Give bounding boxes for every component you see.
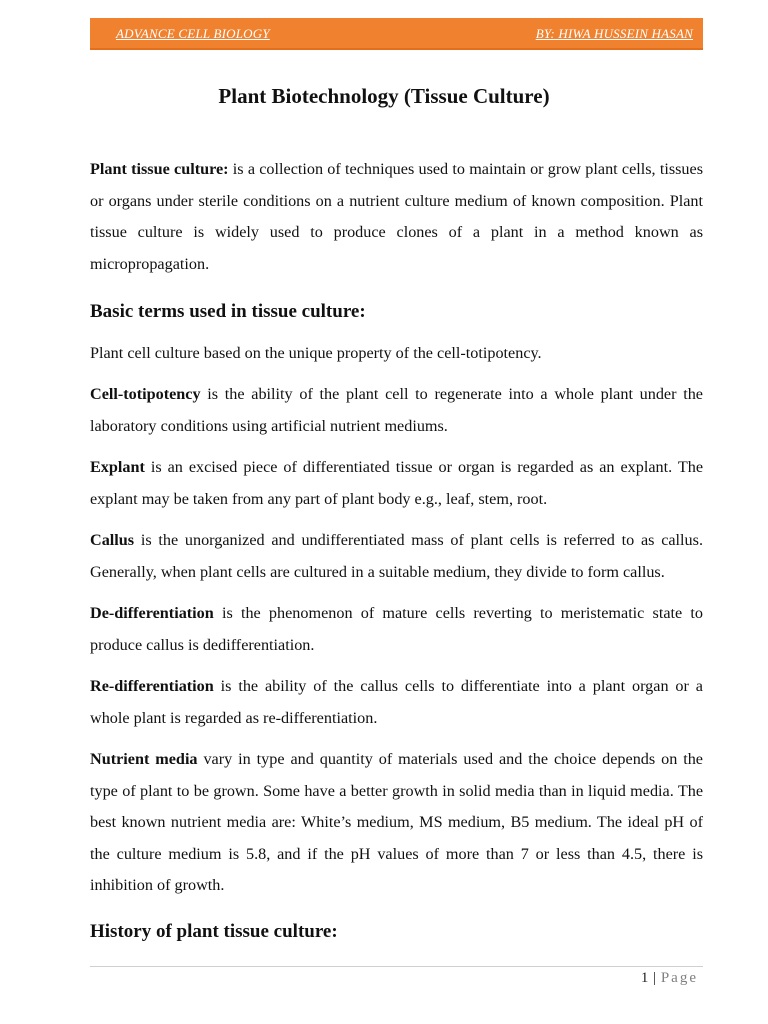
intro-term: Plant tissue culture:: [90, 160, 229, 178]
term-definition: is the ability of the callus cells to differentiate into a plant organ or a whole plant is regarded as re-differentiation.: [90, 677, 703, 727]
term-label: Explant: [90, 458, 145, 476]
term-definition: is the phenomenon of mature cells reverting to meristematic state to produce callus is dedifferentiation.: [90, 604, 703, 654]
section-heading-history: History of plant tissue culture:: [90, 920, 338, 942]
term-label: Callus: [90, 531, 135, 549]
lead-paragraph: Plant cell culture based on the unique property of the cell-totipotency.: [90, 343, 542, 362]
term-label: De-differentiation: [90, 604, 214, 622]
document-body: [90, 154, 703, 947]
term-definition: is the unorganized and undifferentiated mass of plant cells is referred to as callus. Generally, when plant cells are cultured in a suitable medium, they divide to form callus.: [90, 531, 703, 581]
page-label: Page: [660, 970, 698, 986]
term-paragraph-nutrient-media: [90, 744, 703, 902]
term-label: Re-differentiation: [90, 677, 214, 695]
term-label: Nutrient media: [90, 750, 198, 768]
term-paragraph-de-differentiation: [90, 598, 703, 661]
header-course-title: ADVANCE CELL BIOLOGY: [116, 26, 270, 41]
section-heading-basic-terms: Basic terms used in tissue culture:: [90, 301, 366, 322]
footer-divider: [90, 966, 703, 967]
document-title: Plant Biotechnology (Tissue Culture): [218, 84, 550, 108]
term-paragraph-cell-totipotency: [90, 379, 703, 442]
term-definition: vary in type and quantity of materials used and the choice depends on the type of plant to be grown. Some have a better growth in solid media than in liquid media. The best known nutrient media are: White’s medium, MS medium, B5 medium. The ideal pH of the culture medium is 5.8, and if the pH values of more than 7 or less than 4.5, there is inhibition of growth.: [90, 750, 703, 894]
page-footer: [641, 970, 698, 987]
header-author: BY: HIWA HUSSEIN HASAN: [535, 26, 693, 41]
term-paragraph-callus: [90, 525, 703, 588]
term-label: Cell-totipotency: [90, 385, 201, 403]
term-definition: is an excised piece of differentiated tissue or organ is regarded as an explant. The explant may be taken from any part of plant body e.g., leaf, stem, root.: [90, 458, 703, 508]
term-paragraph-explant: [90, 452, 703, 515]
intro-text: is a collection of techniques used to maintain or grow plant cells, tissues or organs under sterile conditions on a nutrient culture medium of known composition. Plant tissue culture is widely used to produce clones of a plant in a method known as micropropagation.: [90, 160, 704, 273]
term-paragraph-re-differentiation: [90, 671, 703, 734]
intro-paragraph: [90, 154, 703, 280]
term-definition: is the ability of the plant cell to regenerate into a whole plant under the laboratory conditions using artificial nutrient mediums.: [90, 385, 703, 435]
page-number: 1 |: [640, 970, 661, 986]
running-header: [90, 18, 703, 50]
